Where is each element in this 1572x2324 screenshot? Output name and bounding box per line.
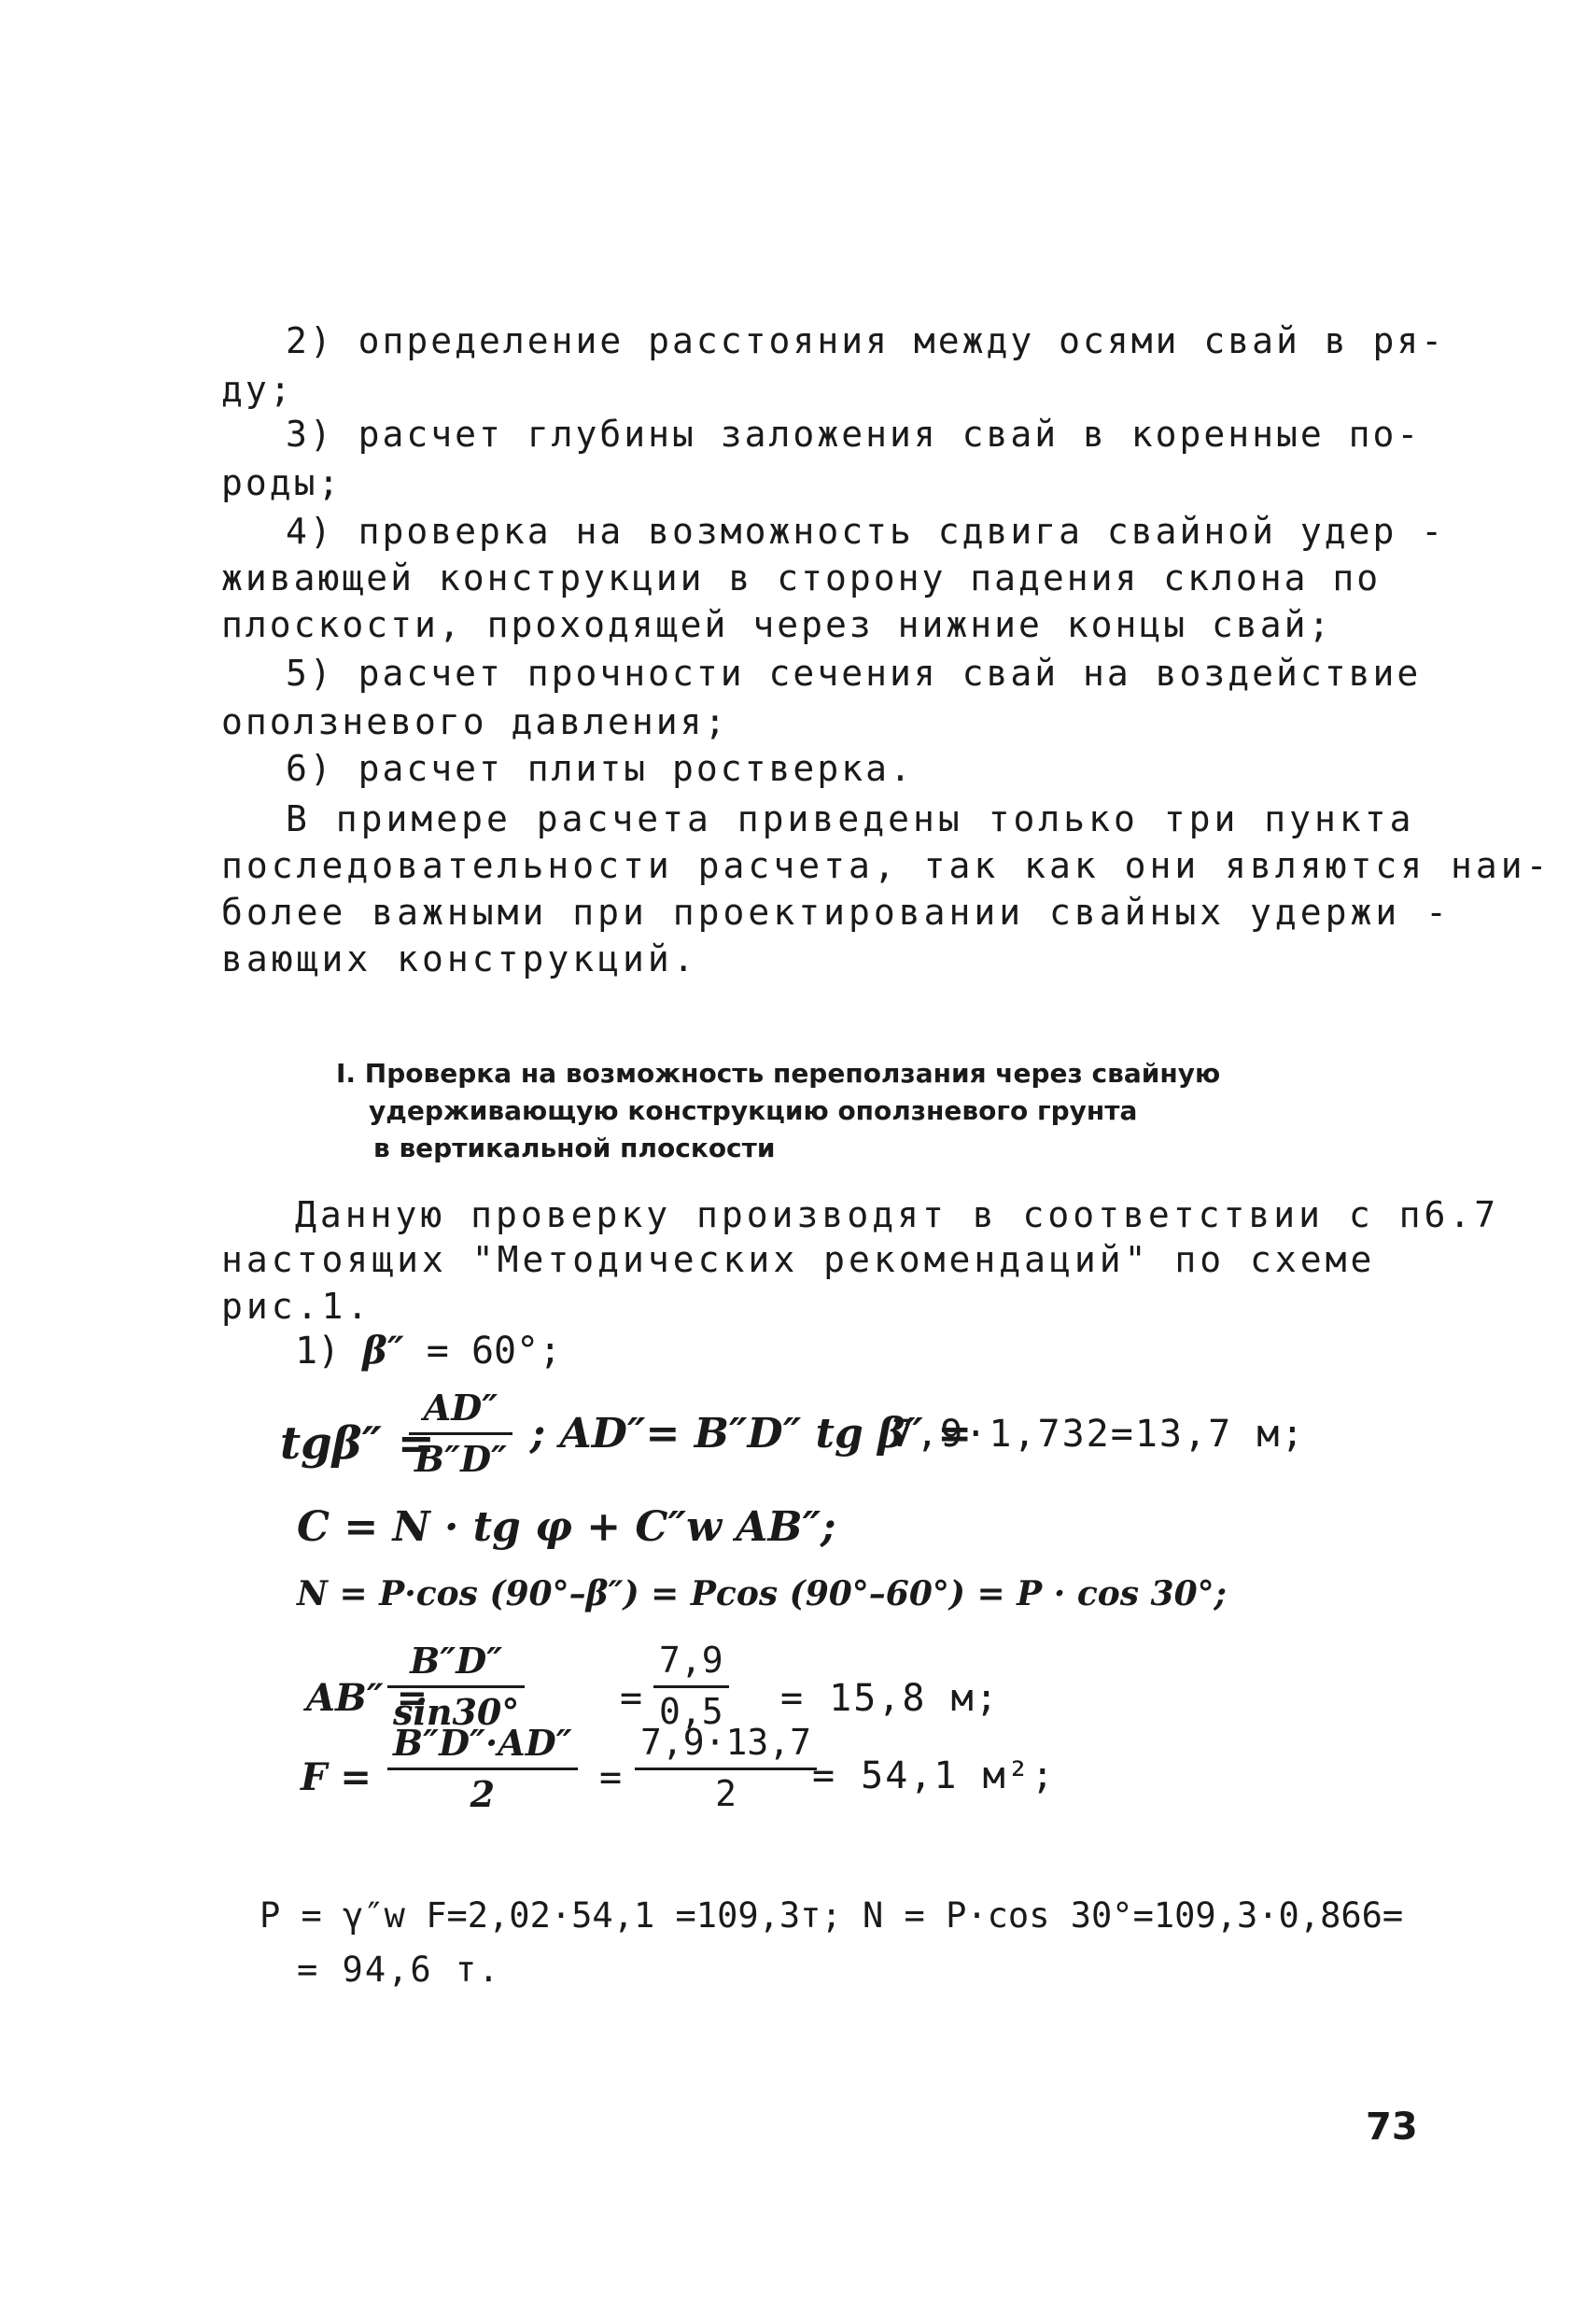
formula-1-lhs: β″ (362, 1329, 404, 1373)
formula-6-denominator-2: 2 (715, 1772, 737, 1814)
list-item-2-line1: 2) определение расстояния между осями свай в ря- (286, 320, 1446, 361)
section-heading-line-1: I. Проверка на возможность переползания через свайную (336, 1058, 1221, 1089)
formula-8: = 94,6 т. (297, 1950, 501, 1990)
intro-line-1: Данную проверку производят в соответствии с п6.7 (295, 1194, 1500, 1235)
formula-6-denominator: 2 (470, 1772, 496, 1815)
formula-6-numerator-2: 7,9·13,7 (640, 1722, 812, 1763)
formula-1-prefix: 1) (295, 1330, 341, 1373)
paragraph-line-4: вающих конструкций. (221, 938, 698, 979)
list-item-5-line2: оползневого давления; (221, 701, 729, 742)
formula-5-fraction-bar (387, 1685, 525, 1688)
intro-line-3: рис.1. (221, 1286, 372, 1327)
formula-6-fraction-bar-2 (635, 1768, 817, 1770)
formula-6-equals: = (599, 1756, 623, 1799)
list-item-6: 6) расчет плиты ростверка. (286, 748, 914, 789)
formula-6-fraction-2 (635, 1723, 817, 1814)
formula-2-numerator: AD″ (423, 1387, 498, 1429)
formula-5-lhs: AB″ = (306, 1676, 428, 1720)
formula-5-fraction-bar-2 (653, 1685, 729, 1688)
formula-1 (295, 1329, 561, 1373)
formula-5-numerator-2: 7,9 (659, 1640, 723, 1681)
formula-6-lhs: F = (301, 1755, 372, 1799)
list-item-2-line2: ду; (221, 369, 294, 410)
formula-4: N = P·cos (90°–β″) = Pcos (90°–60°) = P · cos 30°; (297, 1574, 1227, 1613)
formula-5-fraction-2 (653, 1641, 729, 1732)
formula-2-fraction (409, 1387, 512, 1479)
section-heading-line-2: удерживающую конструкцию оползневого грунта (369, 1095, 1138, 1126)
list-item-4-line3: плоскости, проходящей через нижние концы свай; (221, 604, 1333, 645)
formula-6-fraction (387, 1723, 578, 1814)
formula-2-denominator: B″D″ (414, 1437, 508, 1480)
formula-6-numerator: B″D″·AD″ (393, 1722, 572, 1764)
list-item-4-line2: живающей конструкции в сторону падения склона по (221, 557, 1382, 599)
formula-3: C = N · tg φ + C″w AB″; (297, 1503, 836, 1551)
formula-5-fraction (387, 1641, 525, 1732)
page-number: 73 (1366, 2106, 1418, 2148)
formula-2-fraction-bar (409, 1432, 512, 1435)
formula-1-rhs: = 60°; (426, 1330, 562, 1373)
intro-line-2: настоящих "Методических рекомендаций" по схеме (221, 1239, 1376, 1280)
formula-2-rhs: 7,9·1,732=13,7 м; (891, 1413, 1306, 1456)
formula-5-rhs: = 15,8 м; (780, 1677, 1000, 1720)
list-item-3-line1: 3) расчет глубины заложения свай в коренные по- (286, 414, 1422, 455)
formula-2-middle: ; AD″= B″D″ tg β″ = (530, 1410, 973, 1458)
paragraph-line-3: более важными при проектировании свайных удержи - (221, 892, 1452, 933)
formula-2-lhs: tgβ″ = (280, 1417, 435, 1470)
formula-5-equals: = (620, 1677, 643, 1720)
list-item-4-line1: 4) проверка на возможность сдвига свайной удер - (286, 511, 1446, 552)
formula-5-numerator: B″D″ (410, 1640, 503, 1682)
list-item-5-line1: 5) расчет прочности сечения свай на воздействие (286, 653, 1422, 694)
list-item-3-line2: роды; (221, 462, 343, 503)
formula-5-denominator-2: 0,5 (659, 1690, 723, 1732)
section-heading-line-3: в вертикальной плоскости (373, 1133, 776, 1163)
formula-7: P = γ″w F=2,02·54,1 =109,3т; N = P·cos 30°=109,3·0,866= (260, 1895, 1404, 1936)
formula-5-denominator: sin30° (393, 1690, 520, 1733)
formula-6-rhs: = 54,1 м²; (812, 1754, 1056, 1797)
formula-6-fraction-bar (387, 1768, 578, 1770)
paragraph-line-1: В примере расчета приведены только три пункта (286, 798, 1415, 839)
paragraph-line-2: последовательности расчета, так как они являются наи- (221, 845, 1551, 886)
